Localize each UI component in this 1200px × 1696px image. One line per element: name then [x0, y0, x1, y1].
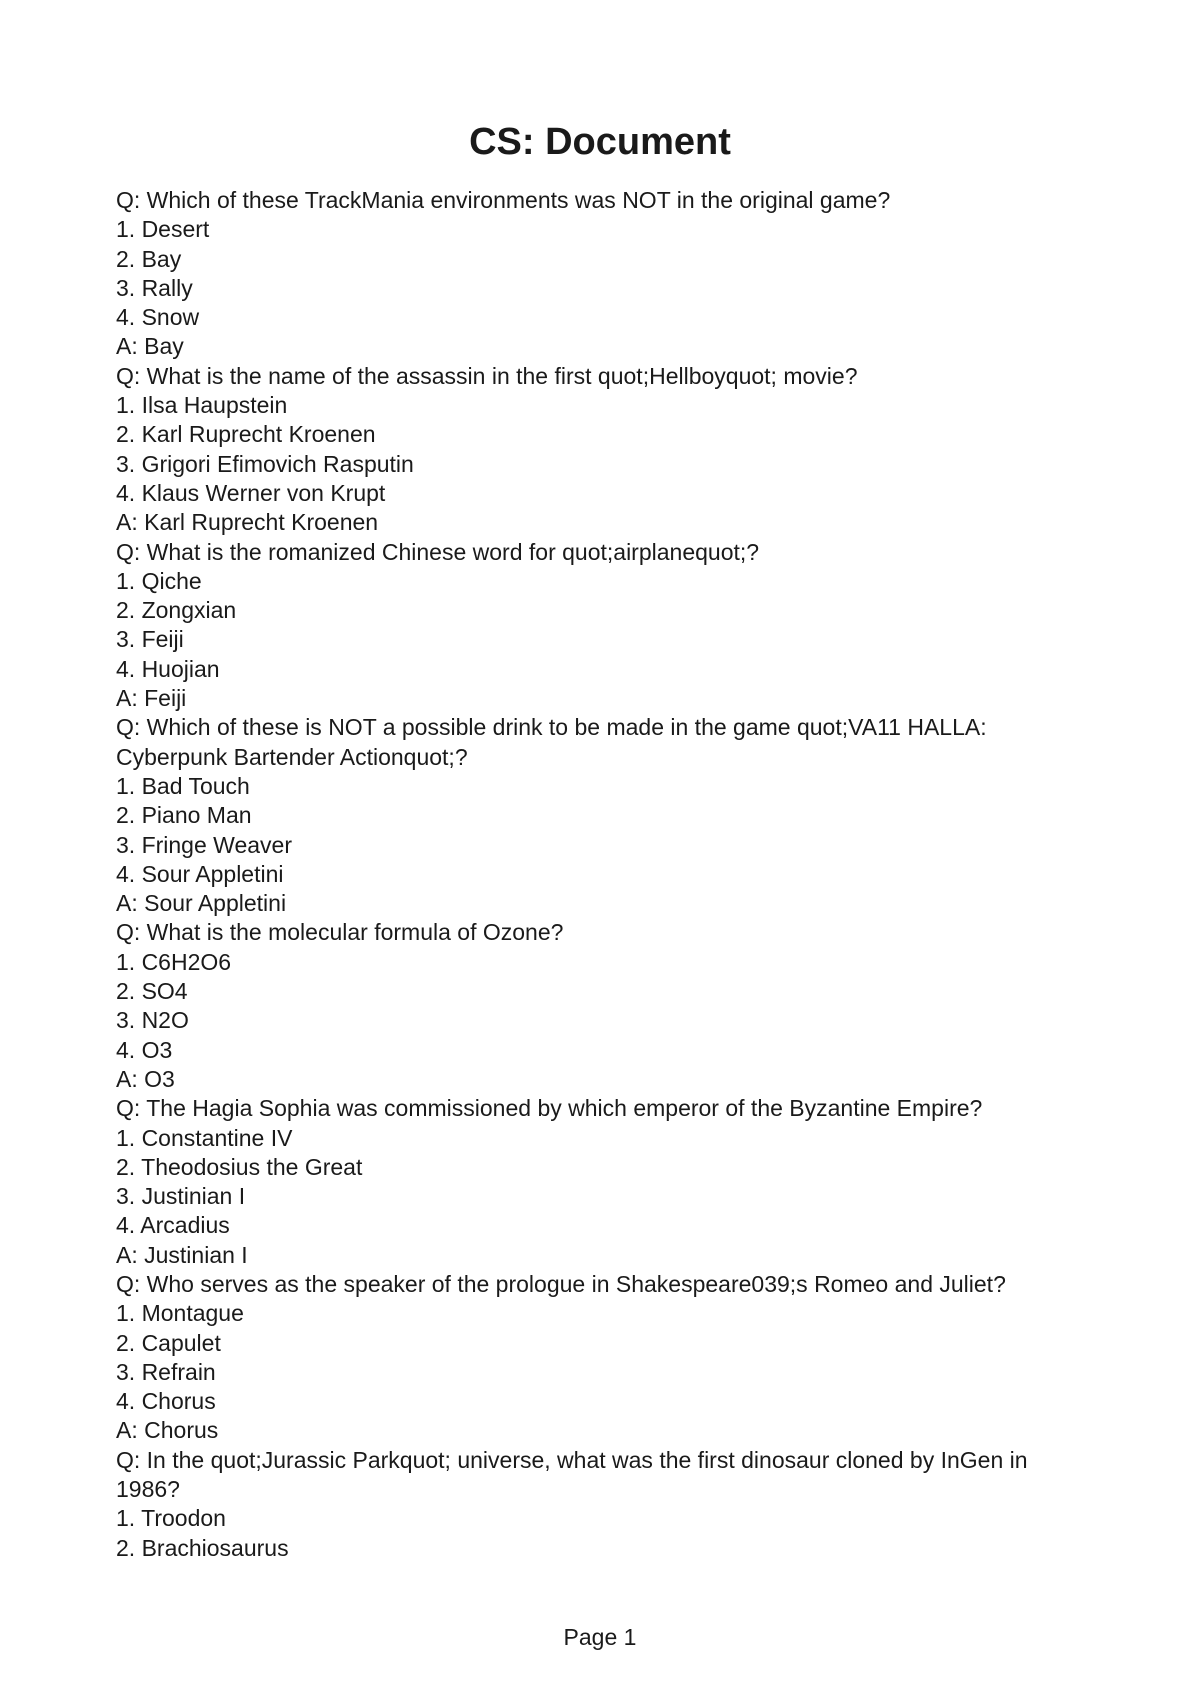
page-number: Page 1	[563, 1624, 637, 1650]
option-item: 2. Capulet	[116, 1329, 221, 1356]
option-item: 4. Snow	[116, 304, 200, 331]
question-block	[116, 1094, 1096, 1270]
question-block	[116, 1270, 1096, 1446]
answer-text: A: Feiji	[116, 685, 187, 712]
option-item: 2. Karl Ruprecht Kroenen	[116, 421, 376, 448]
answer-text: A: Justinian I	[116, 1241, 248, 1268]
question-list	[116, 186, 1096, 1563]
option-item: 3. Feiji	[116, 626, 184, 653]
option-item: 2. Zongxian	[116, 597, 237, 624]
question-block	[116, 713, 1096, 918]
question-text: Q: What is the molecular formula of Ozone?	[116, 919, 564, 946]
question-text: Q: What is the name of the assassin in the first quot;Hellboyquot; movie?	[116, 362, 858, 389]
option-item: 2. Bay	[116, 245, 182, 272]
option-item: 4. Klaus Werner von Krupt	[116, 479, 386, 506]
option-item: 4. O3	[116, 1036, 173, 1063]
option-item: 3. Grigori Efimovich Rasputin	[116, 450, 414, 477]
option-item: 3. Rally	[116, 274, 193, 301]
answer-text: A: Bay	[116, 333, 184, 360]
option-item: 1. Troodon	[116, 1505, 226, 1532]
option-item: 1. Qiche	[116, 567, 202, 594]
question-block	[116, 918, 1096, 1094]
option-item: 4. Huojian	[116, 655, 220, 682]
answer-text: A: Chorus	[116, 1417, 219, 1444]
option-item: 2. Brachiosaurus	[116, 1534, 289, 1561]
option-item: 4. Sour Appletini	[116, 860, 284, 887]
question-block	[116, 362, 1096, 538]
question-text: Q: The Hagia Sophia was commissioned by which emperor of the Byzantine Empire?	[116, 1095, 983, 1122]
document-title: CS: Document	[469, 121, 731, 163]
option-item: 1. Montague	[116, 1300, 244, 1327]
question-text: Q: What is the romanized Chinese word for quot;airplanequot;?	[116, 538, 760, 565]
question-text: Q: Who serves as the speaker of the prologue in Shakespeare039;s Romeo and Juliet?	[116, 1270, 1006, 1297]
question-text: Q: In the quot;Jurassic Parkquot; universe, what was the first dinosaur cloned by InGen in 1986?	[116, 1446, 1028, 1503]
answer-text: A: O3	[116, 1065, 175, 1092]
option-item: 3. Refrain	[116, 1358, 216, 1385]
option-item: 1. Ilsa Haupstein	[116, 392, 288, 419]
question-block	[116, 1446, 1096, 1563]
option-item: 4. Arcadius	[116, 1212, 230, 1239]
question-block	[116, 538, 1096, 714]
option-item: 3. Fringe Weaver	[116, 831, 292, 858]
answer-text: A: Karl Ruprecht Kroenen	[116, 509, 379, 536]
answer-text: A: Sour Appletini	[116, 890, 287, 917]
option-item: 4. Chorus	[116, 1388, 216, 1415]
option-item: 2. Theodosius the Great	[116, 1153, 363, 1180]
option-item: 2. Piano Man	[116, 802, 252, 829]
question-text: Q: Which of these TrackMania environments was NOT in the original game?	[116, 187, 891, 213]
option-item: 3. N2O	[116, 1007, 189, 1034]
option-item: 1. C6H2O6	[116, 948, 232, 975]
option-item: 1. Desert	[116, 216, 210, 243]
option-item: 3. Justinian I	[116, 1183, 246, 1210]
question-block	[116, 186, 1096, 362]
question-text: Q: Which of these is NOT a possible drink to be made in the game quot;VA11 HALLA: Cyberpunk Bartender Actionquot;?	[116, 714, 987, 770]
option-item: 1. Bad Touch	[116, 772, 250, 799]
option-item: 1. Constantine IV	[116, 1124, 293, 1151]
option-item: 2. SO4	[116, 978, 188, 1005]
